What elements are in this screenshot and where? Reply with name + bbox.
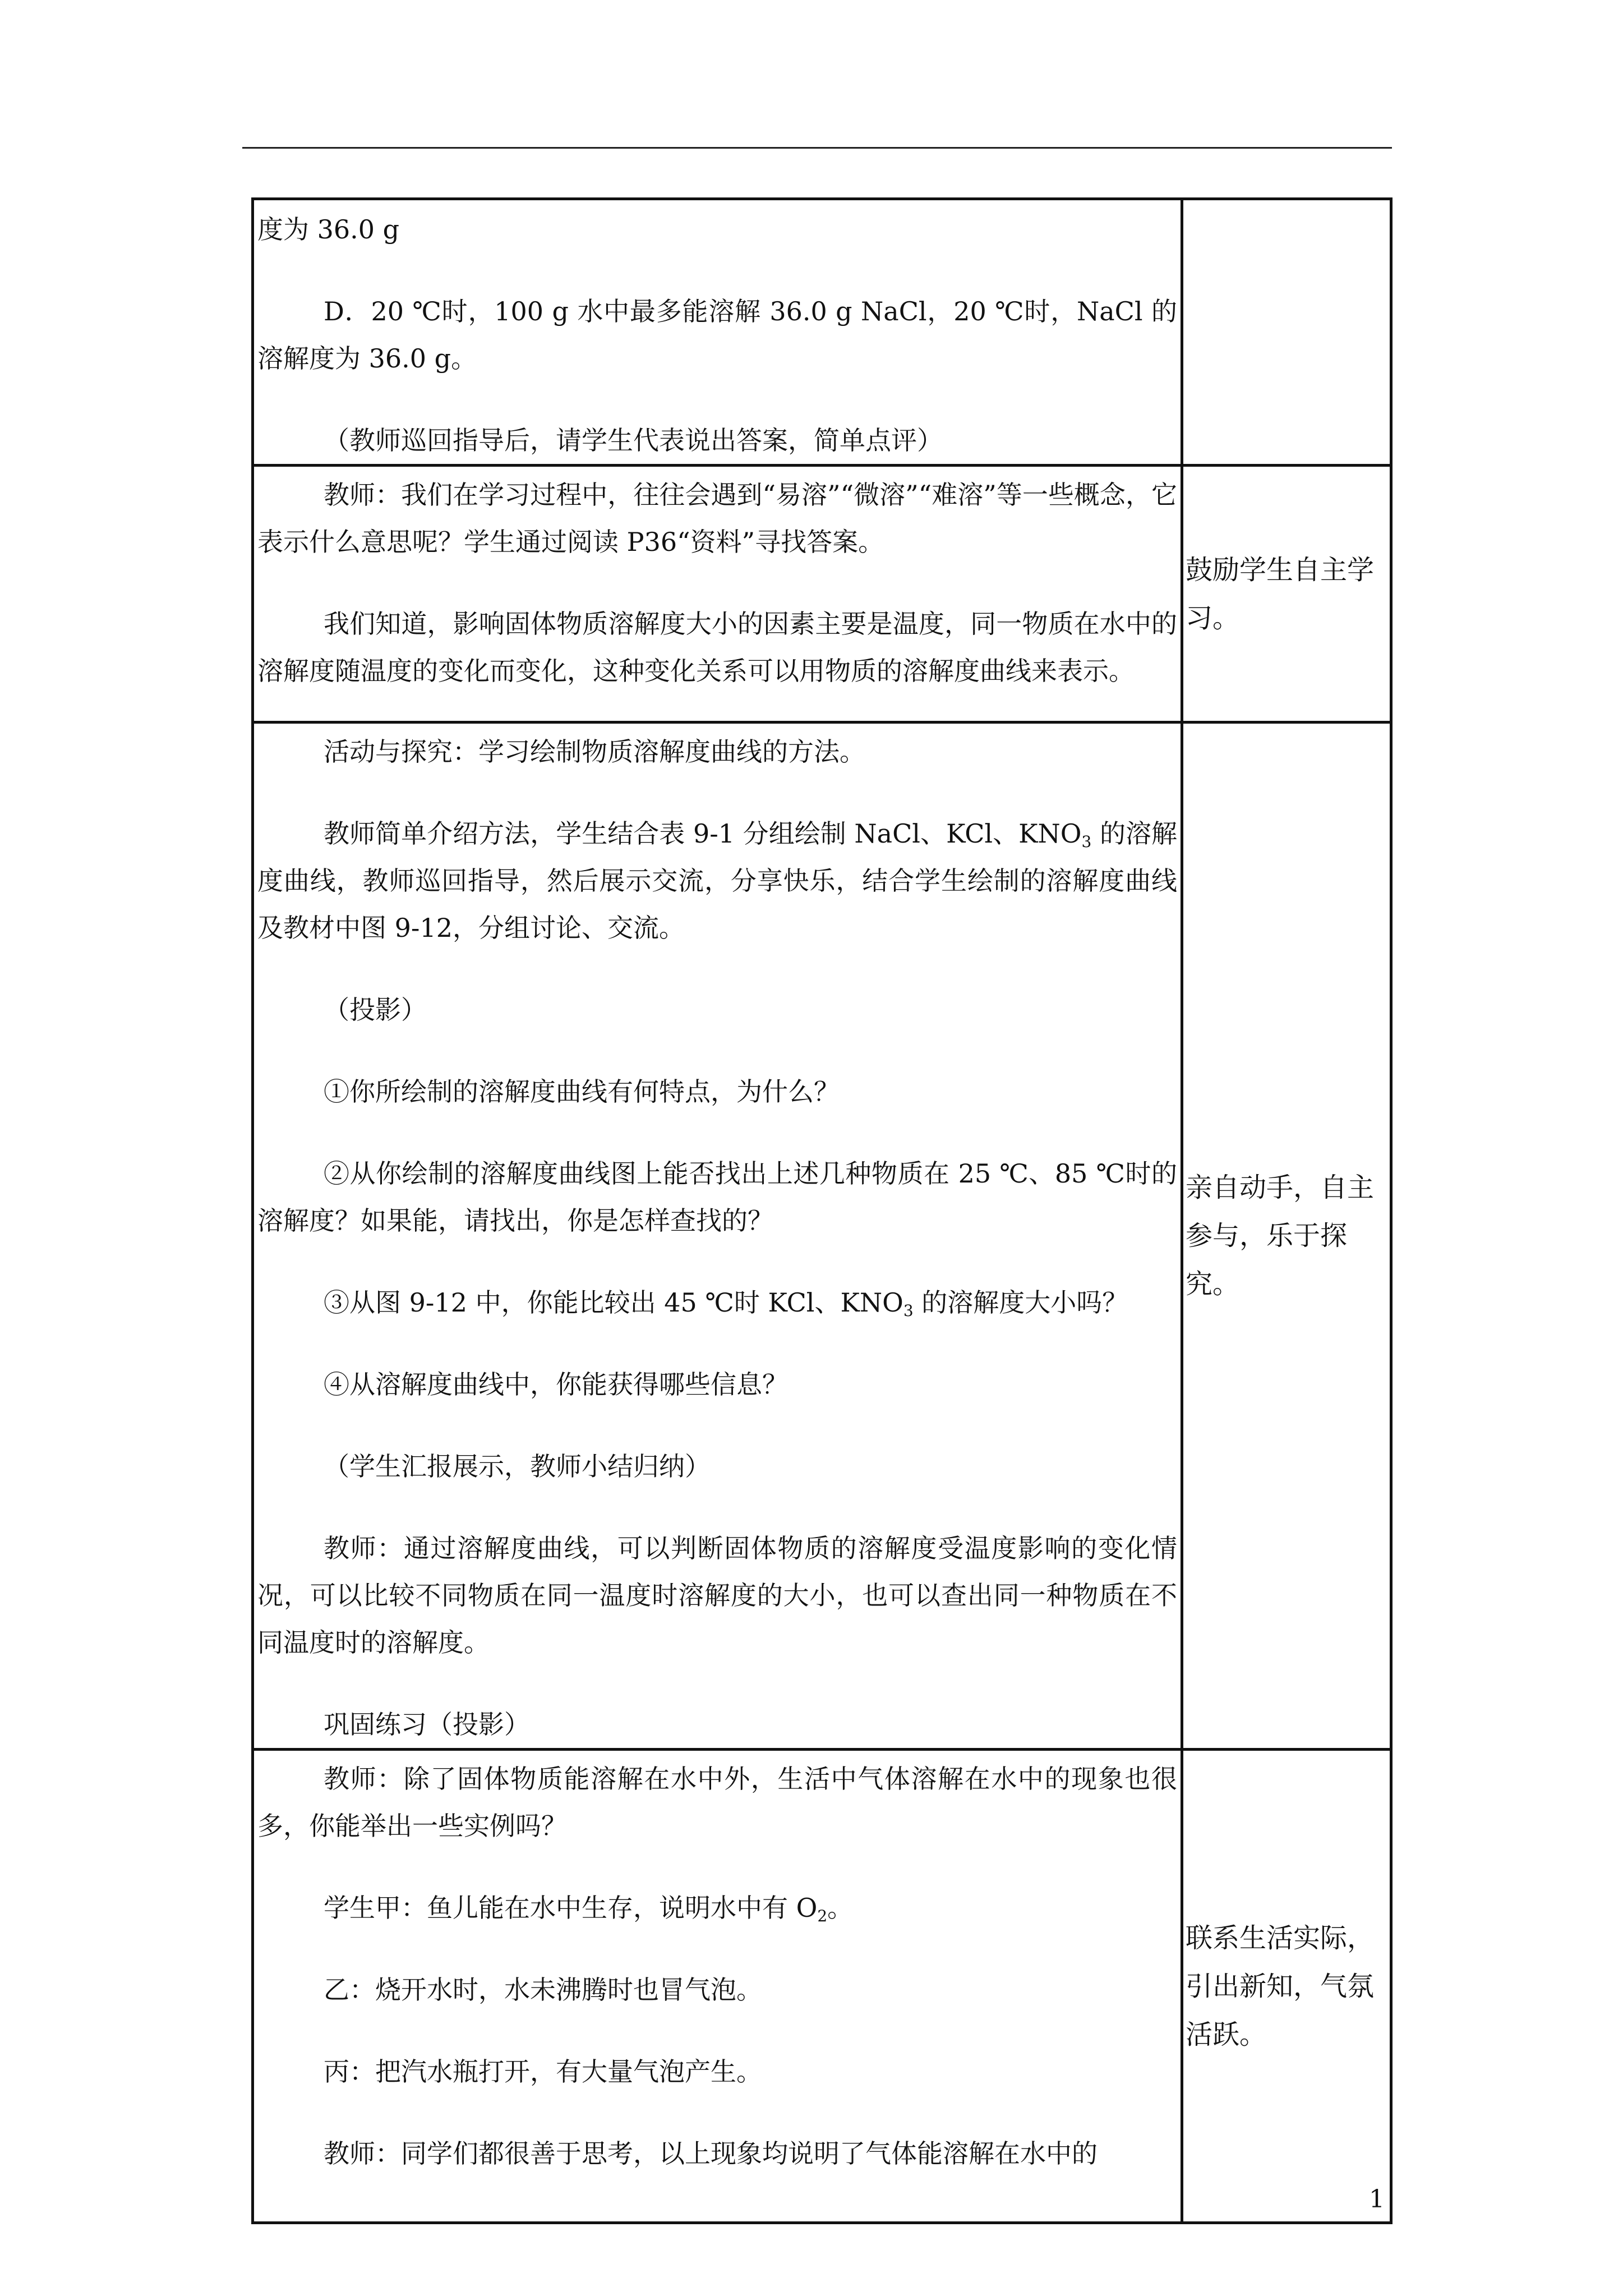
content-cell xyxy=(253,199,1182,466)
paragraph: D．20 ℃时，100 g 水中最多能溶解 36.0 g NaCl，20 ℃时，NaCl 的溶解度为 36.0 g。 xyxy=(257,296,1177,374)
table-row xyxy=(253,466,1391,723)
text-run: 的溶解度曲线，教师巡回指导，然后展示交流，分享快乐，结合学生绘制的溶解度曲线及教材中图 9-12，分组讨论、交流。 xyxy=(257,818,1178,943)
paragraph: （教师巡回指导后，请学生代表说出答案，简单点评） xyxy=(324,425,943,455)
text-run: 教师简单介绍方法，学生结合表 9-1 分组绘制 NaCl、KCl、KNO xyxy=(324,818,1082,849)
teaching-note: 鼓励学生自主学习。 xyxy=(1186,554,1375,634)
text-run: 学生甲：鱼儿能在水中生存，说明水中有 O xyxy=(324,1893,818,1923)
teaching-note: 亲自动手，自主参与，乐于探究。 xyxy=(1186,1172,1375,1300)
text-run: 。 xyxy=(827,1893,854,1923)
text-run: ③从图 9-12 中，你能比较出 45 ℃时 KCl、KNO xyxy=(324,1287,903,1318)
note-cell xyxy=(1182,199,1391,466)
paragraph: ①你所绘制的溶解度曲线有何特点，为什么？ xyxy=(324,1076,840,1107)
subscript: 2 xyxy=(817,1907,828,1925)
content-cell xyxy=(253,723,1182,1750)
note-cell xyxy=(1182,1750,1391,2223)
table-row xyxy=(253,1750,1391,2223)
paragraph: （投影） xyxy=(324,995,427,1025)
table-row xyxy=(253,199,1391,466)
paragraph: 度为 36.0 g xyxy=(257,214,400,245)
table-row xyxy=(253,723,1391,1750)
text-run: 的溶解度大小吗？ xyxy=(913,1287,1128,1318)
page-number: 1 xyxy=(1369,2185,1385,2214)
teaching-note: 联系生活实际，引出新知，气氛活跃。 xyxy=(1186,1922,1375,2050)
paragraph: 巩固练习（投影） xyxy=(324,1709,530,1740)
content-cell xyxy=(253,466,1182,723)
subscript: 3 xyxy=(903,1301,914,1320)
lesson-table xyxy=(251,197,1393,2224)
paragraph xyxy=(257,810,1177,951)
note-cell xyxy=(1182,466,1391,723)
note-cell xyxy=(1182,723,1391,1750)
paragraph: 活动与探究：学习绘制物质溶解度曲线的方法。 xyxy=(324,737,865,767)
paragraph: 我们知道，影响固体物质溶解度大小的因素主要是温度，同一物质在水中的溶解度随温度的变化而变化，这种变化关系可以用物质的溶解度曲线来表示。 xyxy=(257,609,1177,686)
paragraph: ②从你绘制的溶解度曲线图上能否找出上述几种物质在 25 ℃、85 ℃时的溶解度？如果能，请找出，你是怎样查找的？ xyxy=(257,1158,1177,1236)
paragraph: （学生汇报展示，教师小结归纳） xyxy=(324,1451,711,1481)
paragraph: 教师：除了固体物质能溶解在水中外，生活中气体溶解在水中的现象也很多，你能举出一些实例吗？ xyxy=(257,1764,1177,1841)
content-cell xyxy=(253,1750,1182,2223)
paragraph: 丙：把汽水瓶打开，有大量气泡产生。 xyxy=(324,2056,762,2087)
header-rule xyxy=(242,147,1392,149)
paragraph: 乙：烧开水时，水未沸腾时也冒气泡。 xyxy=(324,1975,762,2005)
paragraph: 教师：同学们都很善于思考，以上现象均说明了气体能溶解在水中的 xyxy=(324,2138,1098,2169)
paragraph: ④从溶解度曲线中，你能获得哪些信息？ xyxy=(324,1369,788,1400)
paragraph xyxy=(257,1279,1177,1326)
paragraph xyxy=(257,1884,1177,1931)
paragraph: 教师：通过溶解度曲线，可以判断固体物质的溶解度受温度影响的变化情况，可以比较不同物质在同一温度时溶解度的大小，也可以查出同一种物质在不同温度时的溶解度。 xyxy=(257,1533,1177,1658)
paragraph: 教师：我们在学习过程中，往往会遇到“易溶”“微溶”“难溶”等一些概念，它表示什么意思呢？学生通过阅读 P36“资料”寻找答案。 xyxy=(257,480,1177,557)
subscript: 3 xyxy=(1081,832,1092,851)
